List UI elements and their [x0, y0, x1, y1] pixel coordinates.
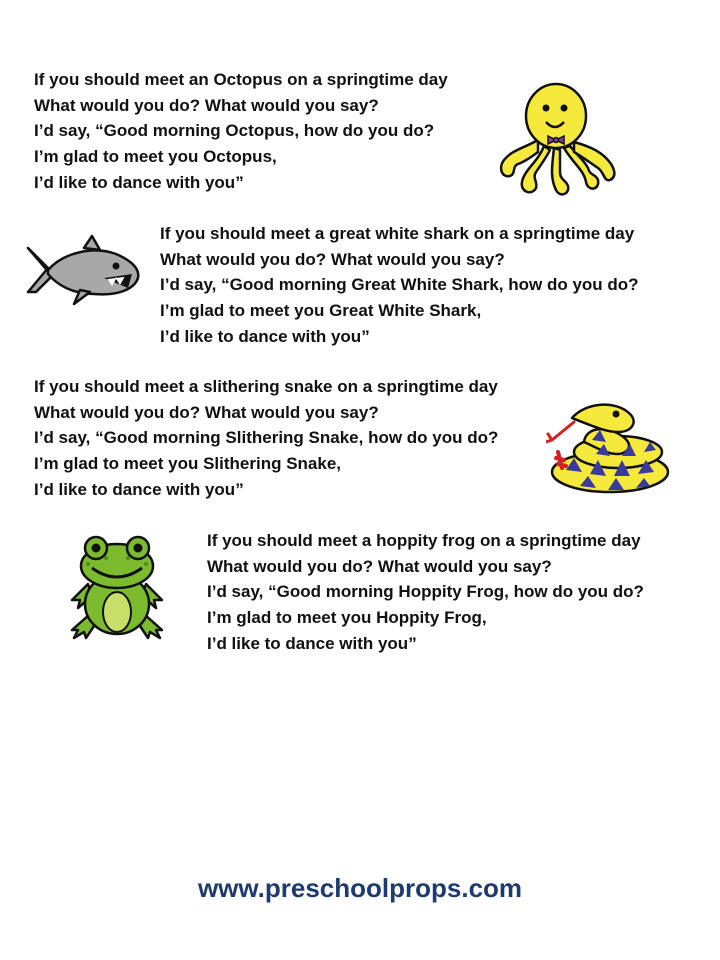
verse-octopus: [34, 67, 448, 196]
snake-icon: [546, 396, 674, 496]
frog-icon: [68, 534, 166, 640]
verse-frog: [207, 528, 644, 657]
verse-line: If you should meet an Octopus on a springtime day: [34, 70, 448, 89]
verse-snake: [34, 374, 498, 503]
verse-line: I’m glad to meet you Hoppity Frog,: [207, 608, 487, 628]
verse-line: What would you do? What would you say?: [160, 249, 505, 269]
verse-line: I’m glad to meet you Slithering Snake,: [34, 454, 342, 474]
octopus-icon: [494, 78, 622, 200]
verse-line: I’d say, “Good morning Octopus, how do you do?: [34, 121, 435, 141]
verse-line: I’d like to dance with you”: [160, 326, 370, 346]
verse-line: I’d say, “Good morning Great White Shark, how do you do?: [160, 275, 639, 295]
verse-line: I’m glad to meet you Great White Shark,: [160, 301, 482, 321]
shark-icon: [24, 234, 142, 308]
verse-line: I’d like to dance with you”: [207, 633, 417, 653]
verse-line: I’m glad to meet you Octopus,: [34, 147, 277, 167]
verse-line: If you should meet a slithering snake on a springtime day: [34, 377, 498, 396]
verse-line: If you should meet a hoppity frog on a springtime day: [207, 531, 641, 550]
verse-line: What would you do? What would you say?: [34, 402, 379, 422]
verse-shark: [160, 221, 639, 350]
verse-line: If you should meet a great white shark on a springtime day: [160, 224, 635, 243]
verse-line: I’d like to dance with you”: [34, 172, 244, 192]
verse-line: I’d like to dance with you”: [34, 479, 244, 499]
verse-line: What would you do? What would you say?: [34, 95, 379, 115]
verse-line: I’d say, “Good morning Hoppity Frog, how do you do?: [207, 582, 644, 602]
verse-line: What would you do? What would you say?: [207, 556, 552, 576]
footer-url[interactable]: www.preschoolprops.com: [197, 873, 523, 903]
verse-line: I’d say, “Good morning Slithering Snake, how do you do?: [34, 428, 499, 448]
